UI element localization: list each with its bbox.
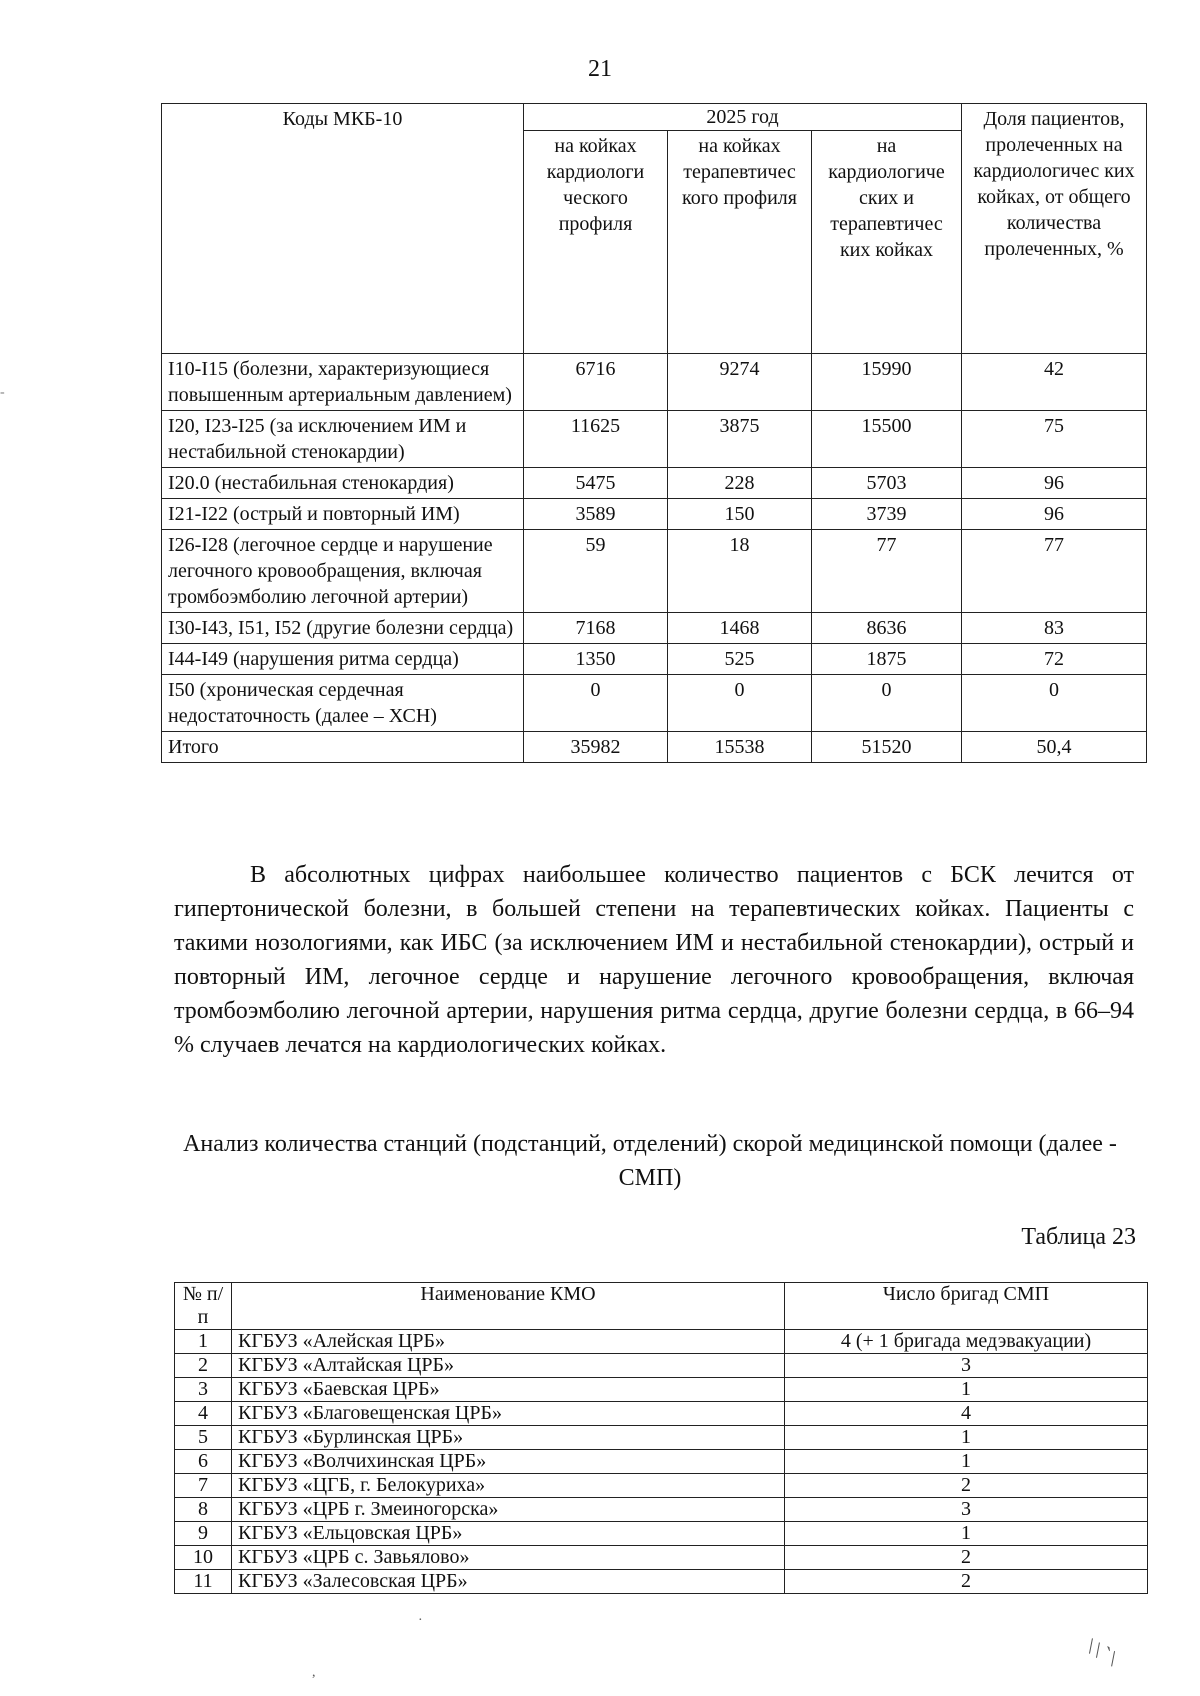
ambulance-brigades-table [174, 1282, 1148, 1594]
both-cell: 0 [812, 675, 962, 732]
table-row [162, 411, 1147, 468]
brigades-cell: 2 [785, 1474, 1148, 1498]
number-cell: 4 [175, 1402, 232, 1426]
table-row [175, 1546, 1148, 1570]
brigades-cell: 2 [785, 1546, 1148, 1570]
share-cell: 83 [962, 613, 1147, 644]
cardio-cell: 6716 [524, 354, 668, 411]
number-cell: 10 [175, 1546, 232, 1570]
kmo-name-cell: КГБУЗ «Ельцовская ЦРБ» [232, 1522, 785, 1546]
header-number: № п/п [175, 1283, 232, 1330]
brigades-cell: 4 (+ 1 бригада медэвакуации) [785, 1330, 1148, 1354]
table-row [175, 1570, 1148, 1594]
share-cell: 72 [962, 644, 1147, 675]
code-cell: I44-I49 (нарушения ритма сердца) [162, 644, 524, 675]
code-cell: Итого [162, 732, 524, 763]
table-row [162, 732, 1147, 763]
kmo-name-cell: КГБУЗ «Благовещенская ЦРБ» [232, 1402, 785, 1426]
number-cell: 2 [175, 1354, 232, 1378]
table-row [175, 1330, 1148, 1354]
scan-artifact: , [312, 1665, 316, 1680]
therapy-cell: 18 [668, 530, 812, 613]
brigades-cell: 1 [785, 1426, 1148, 1450]
header-codes: Коды МКБ-10 [162, 104, 524, 354]
therapy-cell: 3875 [668, 411, 812, 468]
share-cell: 96 [962, 499, 1147, 530]
table-row [175, 1498, 1148, 1522]
number-cell: 1 [175, 1330, 232, 1354]
therapy-cell: 525 [668, 644, 812, 675]
both-cell: 8636 [812, 613, 962, 644]
code-cell: I50 (хроническая сердечная недостаточность (далее – ХСН) [162, 675, 524, 732]
analysis-paragraph: В абсолютных цифрах наибольшее количество пациентов с БСК лечится от гипертонической болезни, в большей степени на терапевтических койках. Пациенты с такими нозологиями, как ИБС (за исключением ИМ и нестабильной стенокардии), острый и повторный ИМ, легочное сердце и нарушение легочного кровообращения, включая тромбоэмболию легочной артерии, нарушения ритма сердца, другие болезни сердца, в 66–94 % случаев лечатся на кардиологических койках. [174, 862, 1134, 1058]
therapy-cell: 0 [668, 675, 812, 732]
both-cell: 5703 [812, 468, 962, 499]
both-cell: 15500 [812, 411, 962, 468]
header-both-beds: на кардиологиче ских и терапевтичес ких койках [812, 131, 962, 354]
kmo-name-cell: КГБУЗ «Баевская ЦРБ» [232, 1378, 785, 1402]
table-row [162, 613, 1147, 644]
kmo-name-cell: КГБУЗ «ЦРБ с. Завьялово» [232, 1546, 785, 1570]
both-cell: 51520 [812, 732, 962, 763]
table-row [175, 1354, 1148, 1378]
cardio-cell: 1350 [524, 644, 668, 675]
table-label: Таблица 23 [1021, 1224, 1136, 1250]
share-cell: 42 [962, 354, 1147, 411]
table-row [175, 1426, 1148, 1450]
table-row [162, 675, 1147, 732]
table-row [162, 468, 1147, 499]
table-row [162, 530, 1147, 613]
icd-beds-table [161, 103, 1147, 763]
number-cell: 11 [175, 1570, 232, 1594]
cardio-cell: 3589 [524, 499, 668, 530]
number-cell: 5 [175, 1426, 232, 1450]
cardio-cell: 7168 [524, 613, 668, 644]
table-row [175, 1474, 1148, 1498]
brigades-cell: 1 [785, 1522, 1148, 1546]
therapy-cell: 150 [668, 499, 812, 530]
kmo-name-cell: КГБУЗ «ЦРБ г. Змеиногорска» [232, 1498, 785, 1522]
code-cell: I10-I15 (болезни, характеризующиеся повышенным артериальным давлением) [162, 354, 524, 411]
code-cell: I21-I22 (острый и повторный ИМ) [162, 499, 524, 530]
cardio-cell: 59 [524, 530, 668, 613]
cardio-cell: 0 [524, 675, 668, 732]
number-cell: 9 [175, 1522, 232, 1546]
kmo-name-cell: КГБУЗ «Алейская ЦРБ» [232, 1330, 785, 1354]
cardio-cell: 11625 [524, 411, 668, 468]
table-row [162, 499, 1147, 530]
therapy-cell: 9274 [668, 354, 812, 411]
table-row [175, 1522, 1148, 1546]
both-cell: 15990 [812, 354, 962, 411]
brigades-cell: 4 [785, 1402, 1148, 1426]
brigades-cell: 3 [785, 1498, 1148, 1522]
share-cell: 96 [962, 468, 1147, 499]
code-cell: I26-I28 (легочное сердце и нарушение легочного кровообращения, включая тромбоэмболию легочной артерии) [162, 530, 524, 613]
header-kmo-name: Наименование КМО [232, 1283, 785, 1330]
share-cell: 75 [962, 411, 1147, 468]
kmo-name-cell: КГБУЗ «Бурлинская ЦРБ» [232, 1426, 785, 1450]
kmo-name-cell: КГБУЗ «Залесовская ЦРБ» [232, 1570, 785, 1594]
table-row [162, 644, 1147, 675]
brigades-cell: 3 [785, 1354, 1148, 1378]
number-cell: 6 [175, 1450, 232, 1474]
both-cell: 77 [812, 530, 962, 613]
kmo-name-cell: КГБУЗ «Волчихинская ЦРБ» [232, 1450, 785, 1474]
table-row [175, 1450, 1148, 1474]
number-cell: 8 [175, 1498, 232, 1522]
page-number: 21 [588, 56, 612, 82]
scan-artifact: \\`\ [1082, 1633, 1124, 1672]
table-row [175, 1378, 1148, 1402]
table-row [162, 354, 1147, 411]
therapy-cell: 1468 [668, 613, 812, 644]
share-cell: 50,4 [962, 732, 1147, 763]
code-cell: I20.0 (нестабильная стенокардия) [162, 468, 524, 499]
number-cell: 7 [175, 1474, 232, 1498]
therapy-cell: 15538 [668, 732, 812, 763]
share-cell: 77 [962, 530, 1147, 613]
section-heading: Анализ количества станций (подстанций, отделений) скорой медицинской помощи (далее - СМП) [183, 1131, 1117, 1191]
number-cell: 3 [175, 1378, 232, 1402]
header-brigades: Число бригад СМП [785, 1283, 1148, 1330]
kmo-name-cell: КГБУЗ «Алтайская ЦРБ» [232, 1354, 785, 1378]
code-cell: I20, I23-I25 (за исключением ИМ и нестабильной стенокардии) [162, 411, 524, 468]
share-cell: 0 [962, 675, 1147, 732]
cardio-cell: 35982 [524, 732, 668, 763]
header-cardio-beds: на койках кардиологи ческого профиля [524, 131, 668, 354]
header-therapy-beds: на койках терапевтичес кого профиля [668, 131, 812, 354]
both-cell: 3739 [812, 499, 962, 530]
kmo-name-cell: КГБУЗ «ЦГБ, г. Белокуриха» [232, 1474, 785, 1498]
header-year: 2025 год [524, 104, 962, 131]
scan-artifact: · [418, 1613, 423, 1628]
brigades-cell: 2 [785, 1570, 1148, 1594]
brigades-cell: 1 [785, 1378, 1148, 1402]
brigades-cell: 1 [785, 1450, 1148, 1474]
table-row [175, 1402, 1148, 1426]
therapy-cell: 228 [668, 468, 812, 499]
scan-artifact: - [0, 385, 5, 400]
both-cell: 1875 [812, 644, 962, 675]
header-share: Доля пациентов, пролеченных на кардиологичес ких койках, от общего количества пролеченных, % [962, 104, 1147, 354]
cardio-cell: 5475 [524, 468, 668, 499]
code-cell: I30-I43, I51, I52 (другие болезни сердца) [162, 613, 524, 644]
